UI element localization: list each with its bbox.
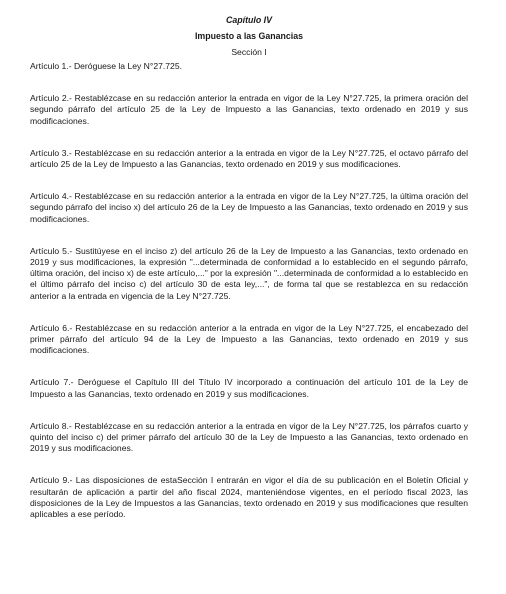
article-7: Artículo 7.- Deróguese el Capítulo III del Título IV incorporado a continuación del artículo 101 de la Ley de Impuesto a las Ganancias, texto ordenado en 2019 y sus modificaciones. bbox=[30, 377, 468, 399]
article-9: Artículo 9.- Las disposiciones de estaSección I entrarán en vigor el día de su publicación en el Boletín Oficial y resultarán de aplicación a partir del año fiscal 2024, manteniéndose vigentes, en el período fiscal 2023, las disposiciones de la Ley de Impuestos a las Ganancias, texto ordenado en 2019 y sus modificaciones que resulten aplicables a ese período. bbox=[30, 475, 468, 520]
article-4: Artículo 4.- Restablézcase en su redacción anterior a la entrada en vigor de la Ley N°27.725, la última oración del segundo párrafo del inciso x) del artículo 26 de la Ley de Impuesto a las Ganancias, texto ordenado en 2019 y sus modificaciones. bbox=[30, 191, 468, 224]
article-5: Artículo 5.- Sustitúyese en el inciso z) del artículo 26 de la Ley de Impuesto a las Ganancias, texto ordenado en 2019 y sus modificaciones, la expresión "...determinada de conformidad a lo establecido en el segundo párrafo, última oración, del inciso x) de este artículo,..." por la expresión "...determinada de conformidad a lo establecido en el último párrafo del inciso c) del artículo 30 de esta ley,...", de forma tal que se restablezca en su redacción anterior a la entrada en vigencia de la Ley N°27.725. bbox=[30, 245, 468, 301]
chapter-subtitle: Impuesto a las Ganancias bbox=[194, 31, 304, 41]
article-6: Artículo 6.- Restablézcase en su redacción anterior a la entrada en vigor de la Ley N°27.725, el encabezado del primer párrafo del artículo 94 de la Ley de Impuesto a las Ganancias, texto ordenado en 2019 y sus modificaciones. bbox=[30, 322, 468, 356]
document-body bbox=[30, 12, 468, 520]
section-title: Sección I bbox=[231, 47, 267, 57]
chapter-title: Capítulo IV bbox=[226, 15, 272, 25]
article-8: Artículo 8.- Restablézcase en su redacción anterior a la entrada en vigor de la Ley N°27.725, los párrafos cuarto y quinto del inciso c) del primer párrafo del artículo 30 de la Ley de Impuesto a las Ganancias, texto ordenado en 2019 y sus modificaciones. bbox=[30, 420, 468, 454]
article-3: Artículo 3.- Restablézcase en su redacción anterior a la entrada en vigor de la Ley N°27.725, el octavo párrafo del artículo 25 de la Ley de Impuesto a las Ganancias, texto ordenado en 2019 y sus modificaciones. bbox=[30, 147, 468, 170]
article-1: Artículo 1.- Deróguese la Ley N°27.725. bbox=[30, 61, 183, 71]
article-2: Artículo 2.- Restablézcase en su redacción anterior la entrada en vigor de la Ley N°27.725, la primera oración del segundo párrafo del artículo 25 de la Ley de Impuesto a las Ganancias, texto ordenado en 2019 y sus modificaciones. bbox=[30, 93, 468, 126]
